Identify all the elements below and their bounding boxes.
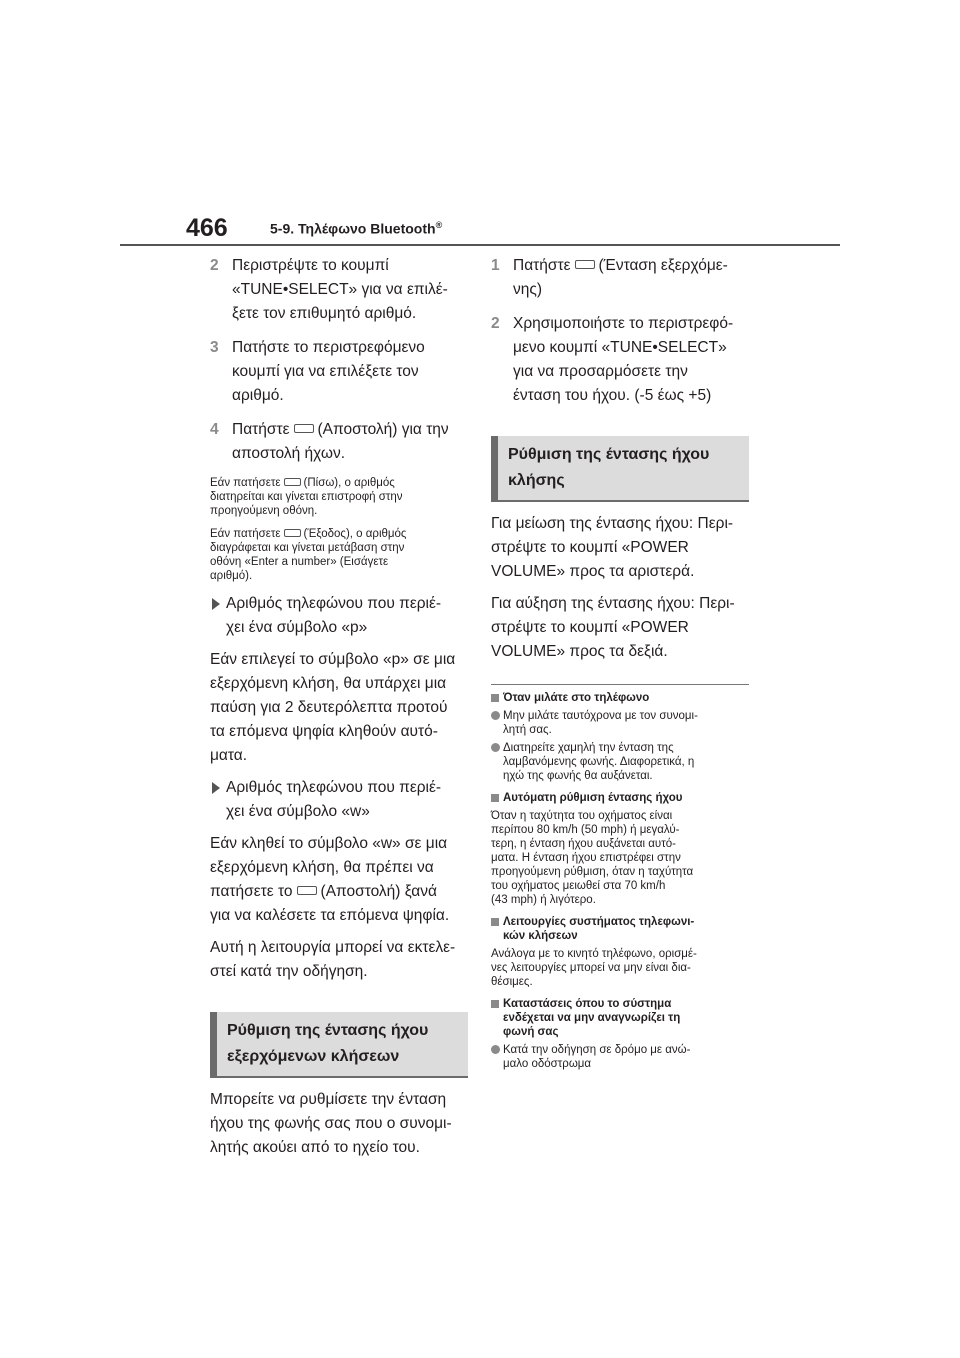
send-button-icon (294, 424, 314, 433)
step-4 (210, 418, 468, 466)
step-line: Πατήστε το περιστρεφόμενο (232, 339, 425, 356)
note-text: (Πίσω), ο αριθμός (303, 477, 395, 489)
step-line: για να προσαρμόσετε την (513, 363, 688, 380)
bullet-item (491, 709, 749, 737)
step-1-right (491, 254, 749, 302)
paragraph-driving (210, 936, 468, 984)
square-bullet-icon (491, 694, 499, 702)
step-number: 3 (210, 339, 219, 356)
paragraph-text: πατήσετε το (210, 883, 293, 900)
triangle-bullet-icon (212, 598, 220, 610)
heading-call-volume (491, 436, 749, 502)
square-bullet-icon (491, 1000, 499, 1008)
notes-heading-recognition (491, 997, 749, 1039)
notes-line: θέσιμες. (491, 976, 533, 988)
section-title-text: 5-9. Τηλέφωνο Bluetooth (270, 220, 436, 237)
step-line: Χρησιμοποιήστε το περιστρεφό- (513, 315, 734, 332)
paragraph-line: Εάν κληθεί το σύμβολο «w» σε μια (210, 835, 448, 852)
paragraph-line: παύση για 2 δευτερόλεπτα προτού (210, 699, 448, 716)
header-divider (120, 244, 840, 246)
note-line: αριθμό). (210, 570, 253, 582)
heading-outgoing-volume (210, 1012, 468, 1078)
heading-line: Ρύθμιση της έντασης ήχου (227, 1022, 429, 1039)
step-2 (210, 254, 468, 326)
note-text: Εάν πατήσετε (210, 528, 281, 540)
bullet-line: μαλο οδόστρωμα (503, 1058, 592, 1070)
notes-line: ματα. Η ένταση ήχου επιστρέφει στην (491, 852, 681, 864)
notes-line: προηγούμενη ρύθμιση, όταν η ταχύτητα (491, 866, 694, 878)
note-text: (Έξοδος), ο αριθμός (303, 528, 407, 540)
step-line: ξετε τον επιθυμητό αριθμό. (232, 305, 417, 322)
step-line: κουμπί για να επιλέξετε τον (232, 363, 419, 380)
note-exit (210, 527, 468, 583)
outgoing-volume-button-icon (575, 260, 595, 269)
step-text: Πατήστε (513, 257, 571, 274)
notes-heading-line: Όταν μιλάτε στο τηλέφωνο (503, 692, 650, 704)
paragraph-line: για να καλέσετε τα επόμενα ψηφία. (210, 907, 450, 924)
bullet-line: Κατά την οδήγηση σε δρόμο με ανώ- (503, 1044, 691, 1056)
section-title (270, 220, 442, 237)
notes-line: του οχήματος μειωθεί στα 70 km/h (491, 880, 666, 892)
left-column (210, 254, 468, 1168)
page-header (120, 0, 840, 246)
step-number: 2 (210, 257, 219, 274)
bullet-item (491, 741, 749, 783)
step-3 (210, 336, 468, 408)
paragraph-line: εξερχόμενη κλήση, θα πρέπει να (210, 859, 434, 876)
paragraph-line: στρέψτε το κουμπί «POWER (491, 539, 689, 556)
notes-heading-line: κών κλήσεων (503, 930, 578, 942)
step-line: νης) (513, 281, 543, 298)
registered-mark: ® (435, 220, 443, 230)
step-line (232, 418, 468, 442)
notes-heading-call-functions (491, 915, 749, 943)
step-line (513, 254, 749, 278)
paragraph-line: Αυτή η λειτουργία μπορεί να εκτελε- (210, 939, 456, 956)
paragraph-line: τα επόμενα ψηφία κληθούν αυτό- (210, 723, 438, 740)
circle-bullet-icon (491, 711, 500, 720)
subheading-line: Αριθμός τηλεφώνου που περιέ- (226, 595, 442, 612)
note-back (210, 476, 468, 518)
paragraph-increase-volume (491, 592, 749, 664)
square-bullet-icon (491, 918, 499, 926)
notes-heading-auto-volume (491, 791, 749, 805)
paragraph-line: Μπορείτε να ρυθμίσετε την ένταση (210, 1091, 447, 1108)
step-text: Πατήστε (232, 421, 290, 438)
step-line: Περιστρέψτε το κουμπί (232, 257, 389, 274)
notes-text (491, 809, 749, 907)
paragraph-line: ήχου της φωνής σας που ο συνομι- (210, 1115, 452, 1132)
bullet-line: Διατηρείτε χαμηλή την ένταση της (503, 742, 674, 754)
paragraph-line (210, 880, 468, 904)
note-line (210, 476, 468, 490)
right-column (491, 254, 749, 1075)
bullet-item (491, 1043, 749, 1071)
notes-line: τερη, η ένταση ήχου αυξάνεται αυτό- (491, 838, 676, 850)
paragraph-line: Για αύξηση της έντασης ήχου: Περι- (491, 595, 735, 612)
notes-line: (43 mph) ή λιγότερο. (491, 894, 596, 906)
notes-heading-line: Καταστάσεις όπου το σύστημα (503, 998, 672, 1010)
heading-line: Ρύθμιση της έντασης ήχου (508, 446, 710, 463)
paragraph-line: Εάν επιλεγεί το σύμβολο «p» σε μια (210, 651, 456, 668)
bullet-line: ηχώ της φωνής θα αυξάνεται. (503, 770, 653, 782)
notes-line: νες λειτουργίες μπορεί να μην είναι δια- (491, 962, 691, 974)
heading-line: εξερχόμενων κλήσεων (227, 1048, 400, 1065)
notes-heading-line: ενδέχεται να μην αναγνωρίζει τη (503, 1012, 681, 1024)
step-2-right (491, 312, 749, 408)
paragraph-line: στεί κατά την οδήγηση. (210, 963, 368, 980)
subheading-w-symbol (210, 776, 468, 824)
step-number: 2 (491, 315, 500, 332)
paragraph-outgoing-volume (210, 1088, 468, 1160)
paragraph-line: στρέψτε το κουμπί «POWER (491, 619, 689, 636)
note-line: διαγράφεται και γίνεται μετάβαση στην (210, 542, 405, 554)
subheading-line: χει ένα σύμβολο «w» (226, 803, 370, 820)
back-button-icon (284, 478, 301, 486)
heading-line: κλήσης (508, 472, 565, 489)
step-line: μενο κουμπί «TUNE•SELECT» (513, 339, 727, 356)
notes-heading-line: Αυτόματη ρύθμιση έντασης ήχου (503, 792, 683, 804)
note-line (210, 527, 468, 541)
notes-divider (491, 684, 749, 685)
bullet-line: Μην μιλάτε ταυτόχρονα με τον συνομι- (503, 710, 698, 722)
step-number: 4 (210, 421, 219, 438)
step-line: αριθμό. (232, 387, 284, 404)
notes-line: Όταν η ταχύτητα του οχήματος είναι (491, 810, 673, 822)
subheading-p-symbol (210, 592, 468, 640)
step-number: 1 (491, 257, 500, 274)
note-line: διατηρείται και γίνεται επιστροφή στην (210, 491, 403, 503)
notes-heading-line: φωνή σας (503, 1026, 559, 1038)
paragraph-line: ματα. (210, 747, 248, 764)
note-text: Εάν πατήσετε (210, 477, 281, 489)
square-bullet-icon (491, 794, 499, 802)
step-line: ένταση του ήχου. (-5 έως +5) (513, 387, 712, 404)
paragraph-decrease-volume (491, 512, 749, 584)
notes-line: περίπου 80 km/h (50 mph) ή μεγαλύ- (491, 824, 680, 836)
paragraph-line: λητής ακούει από το ηχείο του. (210, 1139, 420, 1156)
paragraph-line: εξερχόμενη κλήση, θα υπάρχει μια (210, 675, 447, 692)
page-number: 466 (186, 214, 228, 242)
circle-bullet-icon (491, 743, 500, 752)
notes-text (491, 947, 749, 989)
step-text: (Ένταση εξερχόμε- (598, 257, 728, 274)
exit-button-icon (284, 529, 301, 537)
paragraph-w-symbol (210, 832, 468, 928)
notes-line: Ανάλογα με το κινητό τηλέφωνο, ορισμέ- (491, 948, 697, 960)
subheading-line: Αριθμός τηλεφώνου που περιέ- (226, 779, 442, 796)
send-button-icon (297, 886, 317, 895)
notes-heading-line: Λειτουργίες συστήματος τηλεφωνι- (503, 916, 695, 928)
paragraph-text: (Αποστολή) ξανά (320, 883, 437, 900)
paragraph-line: VOLUME» προς τα δεξιά. (491, 643, 668, 660)
step-line: «TUNE•SELECT» για να επιλέ- (232, 281, 448, 298)
notes-heading-talking (491, 691, 749, 705)
paragraph-line: Για μείωση της έντασης ήχου: Περι- (491, 515, 734, 532)
note-line: προηγούμενη οθόνη. (210, 505, 318, 517)
bullet-line: λητή σας. (503, 724, 552, 736)
note-line: οθόνη «Enter a number» (Εισάγετε (210, 556, 389, 568)
paragraph-p-symbol (210, 648, 468, 768)
circle-bullet-icon (491, 1045, 500, 1054)
step-text: (Αποστολή) για την (317, 421, 449, 438)
bullet-line: λαμβανόμενης φωνής. Διαφορετικά, η (503, 756, 695, 768)
subheading-line: χει ένα σύμβολο «p» (226, 619, 368, 636)
triangle-bullet-icon (212, 782, 220, 794)
paragraph-line: VOLUME» προς τα αριστερά. (491, 563, 695, 580)
step-line: αποστολή ήχων. (232, 445, 346, 462)
